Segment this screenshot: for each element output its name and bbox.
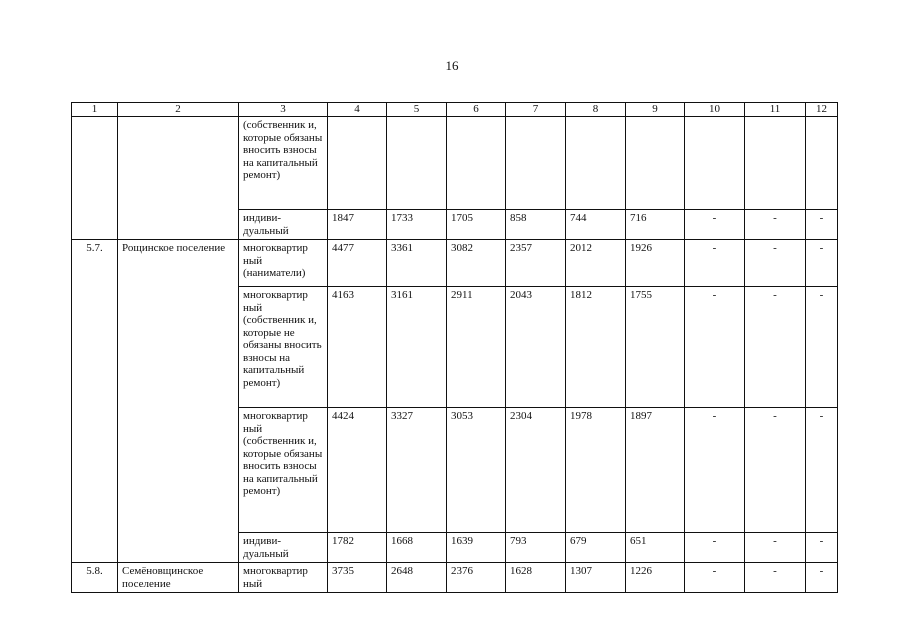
dash-cell: - (685, 240, 745, 287)
value-cell: 1668 (387, 533, 447, 563)
value-cell: 3327 (387, 408, 447, 533)
housing-type-cell: многоквартир ный (239, 563, 328, 593)
dash-cell: - (806, 287, 838, 408)
value-cell: 1733 (387, 210, 447, 240)
value-cell: 1628 (506, 563, 566, 593)
value-cell: 3082 (447, 240, 506, 287)
dash-cell: - (685, 210, 745, 240)
value-cell: 1978 (566, 408, 626, 533)
value-cell: 793 (506, 533, 566, 563)
column-header: 2 (118, 103, 239, 117)
dash-cell: - (806, 533, 838, 563)
column-number-row (72, 103, 838, 117)
dash-cell: - (745, 533, 806, 563)
dash-cell: - (685, 563, 745, 593)
column-header: 8 (566, 103, 626, 117)
dash-cell: - (745, 408, 806, 533)
settlement-name-cell: Рощинское поселение (118, 240, 239, 563)
settlement-name-cell (118, 117, 239, 240)
value-cell: 3735 (328, 563, 387, 593)
column-header: 1 (72, 103, 118, 117)
item-code-cell: 5.8. (72, 563, 118, 593)
dash-cell (685, 117, 745, 210)
column-header: 11 (745, 103, 806, 117)
value-cell: 3053 (447, 408, 506, 533)
value-cell: 651 (626, 533, 685, 563)
dash-cell: - (685, 408, 745, 533)
value-cell: 716 (626, 210, 685, 240)
dash-cell: - (745, 210, 806, 240)
value-cell: 744 (566, 210, 626, 240)
value-cell: 1307 (566, 563, 626, 593)
value-cell: 3161 (387, 287, 447, 408)
value-cell: 2043 (506, 287, 566, 408)
column-header: 9 (626, 103, 685, 117)
value-cell: 1812 (566, 287, 626, 408)
dash-cell (745, 117, 806, 210)
page-number: 16 (445, 58, 459, 73)
value-cell: 4477 (328, 240, 387, 287)
column-header: 6 (447, 103, 506, 117)
column-header: 5 (387, 103, 447, 117)
value-cell: 3361 (387, 240, 447, 287)
value-cell: 1782 (328, 533, 387, 563)
value-cell: 2648 (387, 563, 447, 593)
item-code-cell: 5.7. (72, 240, 118, 563)
value-cell (328, 117, 387, 210)
dash-cell: - (745, 287, 806, 408)
dash-cell: - (685, 287, 745, 408)
table-row (72, 117, 838, 210)
value-cell (566, 117, 626, 210)
housing-type-cell: индиви- дуальный (239, 533, 328, 563)
column-header: 12 (806, 103, 838, 117)
housing-type-cell: индиви- дуальный (239, 210, 328, 240)
table-row (72, 563, 838, 593)
value-cell: 679 (566, 533, 626, 563)
dash-cell: - (745, 240, 806, 287)
value-cell: 1847 (328, 210, 387, 240)
value-cell: 2376 (447, 563, 506, 593)
value-cell: 1755 (626, 287, 685, 408)
value-cell: 1897 (626, 408, 685, 533)
housing-type-cell: (собственник и, которые обязаны вносить взносы на капитальный ремонт) (239, 117, 328, 210)
column-header: 10 (685, 103, 745, 117)
dash-cell: - (806, 210, 838, 240)
column-header: 4 (328, 103, 387, 117)
settlement-name-cell: Семёновщинское поселение (118, 563, 239, 593)
column-header: 3 (239, 103, 328, 117)
value-cell: 1705 (447, 210, 506, 240)
value-cell (447, 117, 506, 210)
tariff-table (71, 102, 838, 593)
value-cell: 2911 (447, 287, 506, 408)
dash-cell: - (685, 533, 745, 563)
housing-type-cell: многоквартир ный (наниматели) (239, 240, 328, 287)
column-header: 7 (506, 103, 566, 117)
value-cell: 2304 (506, 408, 566, 533)
value-cell (626, 117, 685, 210)
value-cell: 1226 (626, 563, 685, 593)
value-cell (506, 117, 566, 210)
dash-cell (806, 117, 838, 210)
value-cell: 2357 (506, 240, 566, 287)
item-code-cell (72, 117, 118, 240)
table-row (72, 240, 838, 287)
dash-cell: - (806, 240, 838, 287)
value-cell: 2012 (566, 240, 626, 287)
value-cell: 4424 (328, 408, 387, 533)
value-cell: 858 (506, 210, 566, 240)
dash-cell: - (745, 563, 806, 593)
value-cell: 1639 (447, 533, 506, 563)
value-cell: 1926 (626, 240, 685, 287)
dash-cell: - (806, 563, 838, 593)
housing-type-cell: многоквартир ный (собственник и, которые обязаны вносить взносы на капитальный ремонт) (239, 408, 328, 533)
value-cell: 4163 (328, 287, 387, 408)
housing-type-cell: многоквартир ный (собственник и, которые не обязаны вносить взносы на капитальный ремонт) (239, 287, 328, 408)
value-cell (387, 117, 447, 210)
dash-cell: - (806, 408, 838, 533)
